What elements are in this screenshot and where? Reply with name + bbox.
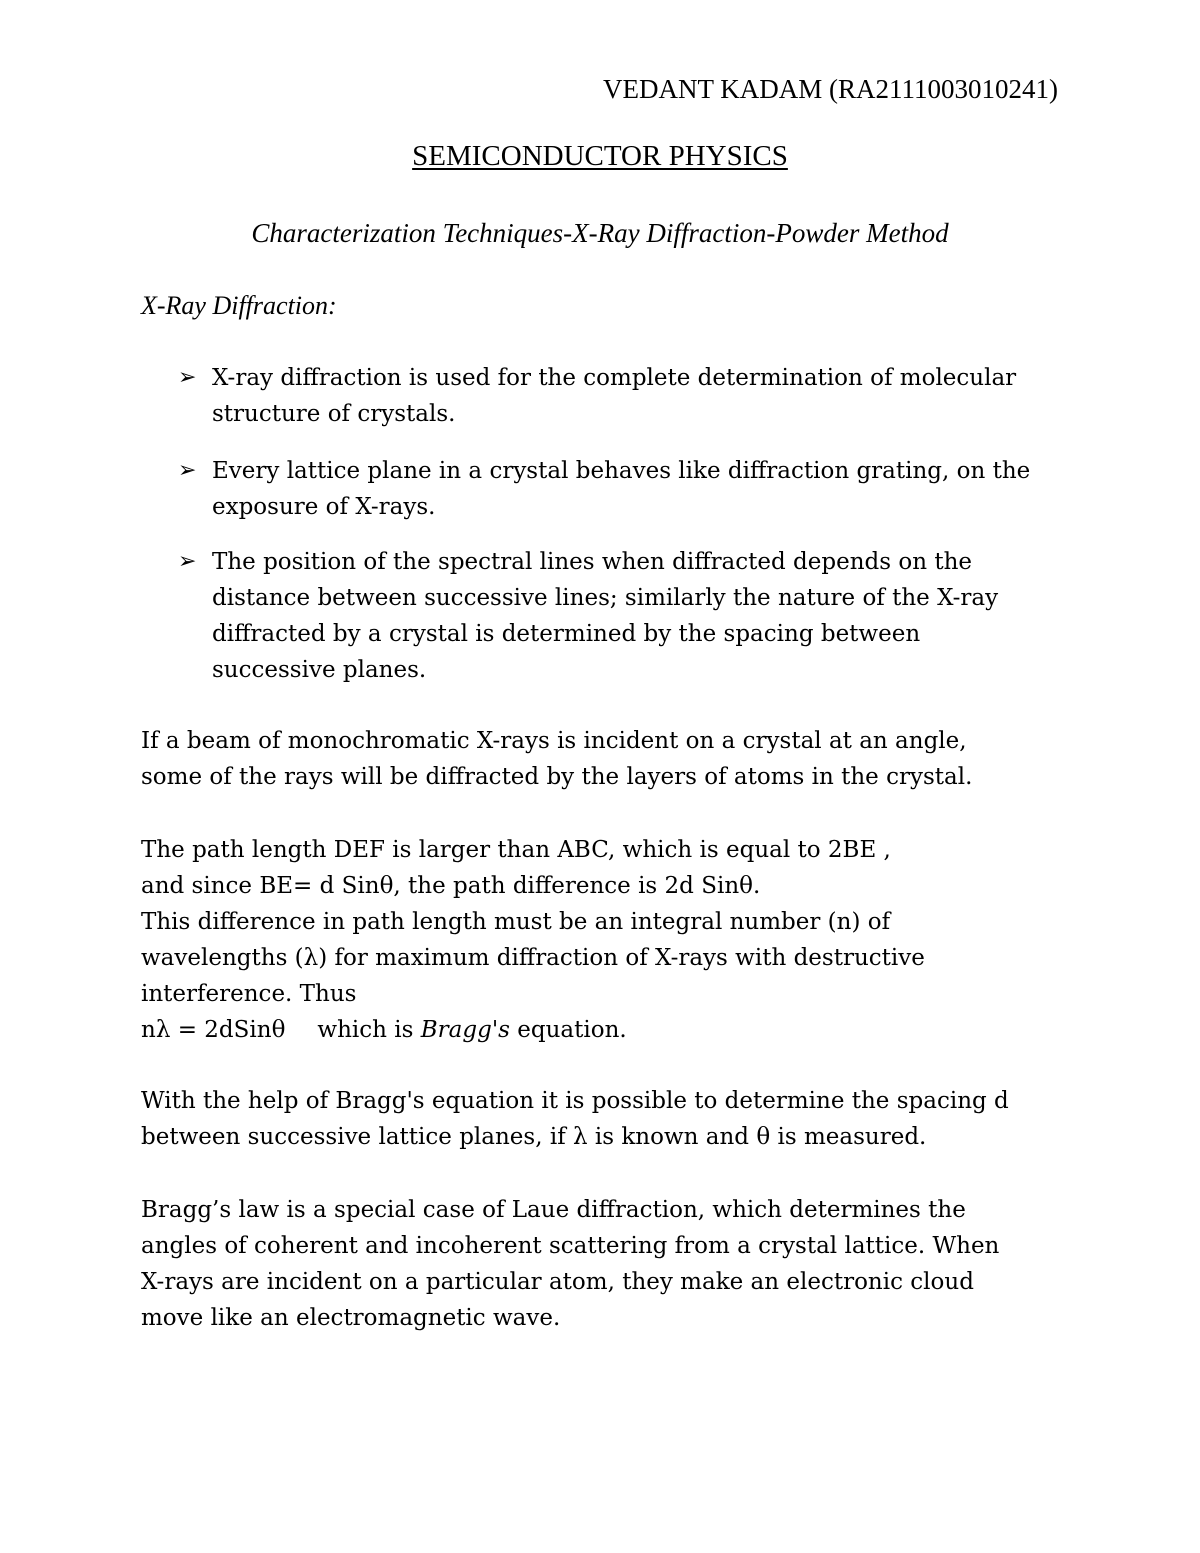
paragraph [141, 1083, 1081, 1155]
bullet-line: diffracted by a crystal is determined by the spacing between [212, 621, 921, 647]
bullet-line: successive planes. [212, 657, 427, 683]
paragraph-line: some of the rays will be diffracted by the layers of atoms in the crystal. [141, 764, 973, 790]
equation-caption-after: equation. [509, 1017, 627, 1043]
paragraph [141, 723, 1081, 795]
paragraph-line: The path length DEF is larger than ABC, which is equal to 2BE , [141, 837, 891, 863]
bullet-line: structure of crystals. [212, 401, 456, 427]
bragg-formula: nλ = 2dSinθ [141, 1017, 286, 1043]
equation-emphasis: Bragg's [420, 1017, 510, 1043]
document-title: SEMICONDUCTOR PHYSICS [412, 140, 788, 172]
bullet-line: Every lattice plane in a crystal behaves like diffraction grating, on the [212, 458, 1031, 484]
bullet-item [178, 360, 1078, 432]
paragraph-line: wavelengths (λ) for maximum diffraction of X-rays with destructive [141, 945, 925, 971]
author-header: VEDANT KADAM (RA2111003010241) [603, 74, 1058, 104]
paragraph-line: interference. Thus [141, 981, 357, 1007]
paragraph-line: Bragg’s law is a special case of Laue diffraction, which determines the [141, 1197, 966, 1223]
paragraph [141, 1192, 1081, 1336]
paragraph-line: If a beam of monochromatic X-rays is incident on a crystal at an angle, [141, 728, 967, 754]
arrowhead-bullet-icon: ➢ [178, 549, 197, 574]
arrowhead-bullet-icon: ➢ [178, 458, 197, 483]
bragg-equation-line [141, 1012, 1081, 1048]
section-heading: X-Ray Diffraction: [141, 291, 337, 320]
paragraph-line: angles of coherent and incoherent scattering from a crystal lattice. When [141, 1233, 1000, 1259]
paragraph-line: between successive lattice planes, if λ is known and θ is measured. [141, 1124, 927, 1150]
bullet-item [178, 453, 1078, 525]
paragraph-line: X-rays are incident on a particular atom, they make an electronic cloud [141, 1269, 974, 1295]
equation-caption-before: which is [317, 1017, 421, 1043]
arrowhead-bullet-icon: ➢ [178, 365, 197, 390]
bullet-line: exposure of X-rays. [212, 494, 436, 520]
paragraph-line: and since BE= d Sinθ, the path difference is 2d Sinθ. [141, 873, 761, 899]
paragraph [141, 832, 1081, 1048]
bullet-line: X-ray diffraction is used for the complete determination of molecular [212, 365, 1017, 391]
bullet-line: The position of the spectral lines when diffracted depends on the [212, 549, 972, 575]
paragraph-line: move like an electromagnetic wave. [141, 1305, 561, 1331]
bullet-item [178, 544, 1078, 688]
paragraph-line: With the help of Bragg's equation it is possible to determine the spacing d [141, 1088, 1009, 1114]
document-subtitle: Characterization Techniques-X-Ray Diffraction-Powder Method [251, 218, 949, 248]
paragraph-line: This difference in path length must be an integral number (n) of [141, 909, 891, 935]
bullet-line: distance between successive lines; similarly the nature of the X-ray [212, 585, 999, 611]
